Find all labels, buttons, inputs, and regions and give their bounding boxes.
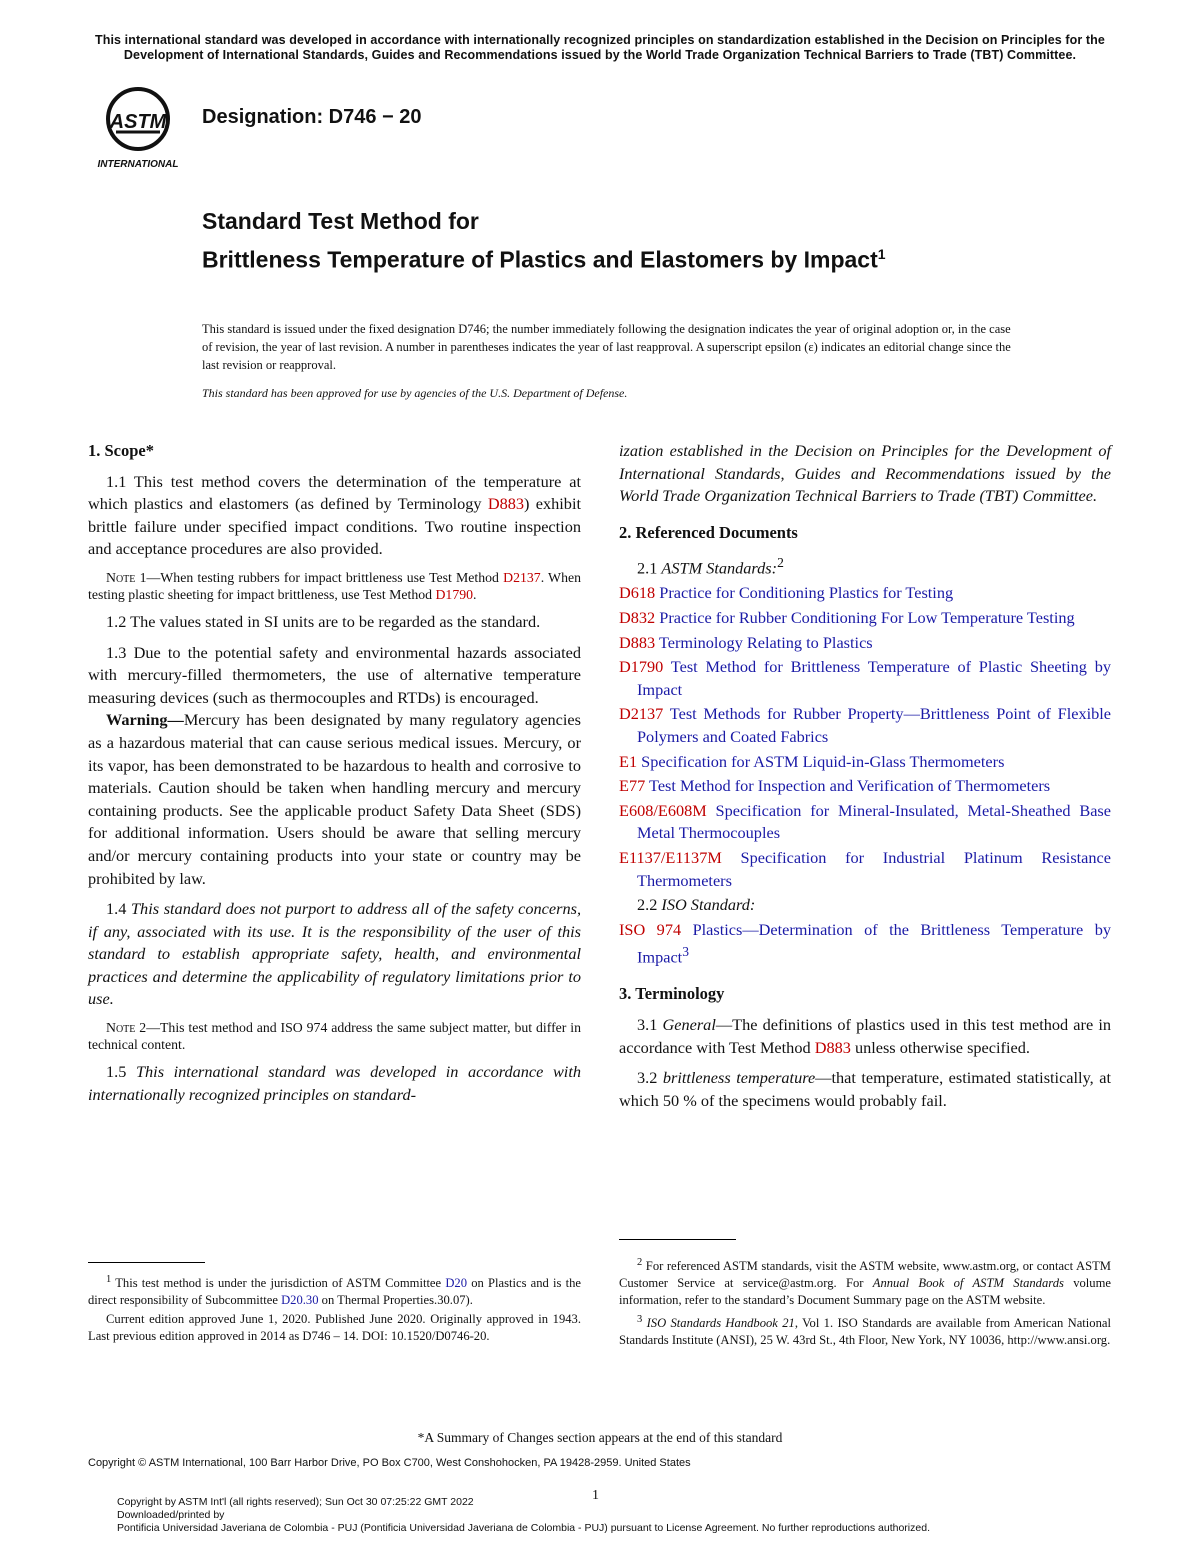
license-line-3: Pontificia Universidad Javeriana de Colombia - PUJ (Pontificia Universidad Javeriana de Colombia - PUJ) pursuant to License Agreement. No further reproductions authorized. <box>117 1522 930 1534</box>
document-title <box>202 205 1022 277</box>
footnotes-left <box>88 1271 581 1347</box>
reference-code[interactable]: E608/E608M <box>619 800 707 820</box>
section-1-2: 1.2 The values stated in SI units are to be regarded as the standard. <box>106 611 541 631</box>
astm-logo <box>92 86 188 172</box>
reference-title[interactable]: Specification for Industrial Platinum Resistance Thermometers <box>637 847 1111 890</box>
dod-approval-note: This standard has been approved for use by agencies of the U.S. Department of Defense. <box>202 386 628 400</box>
footnote-2: $^2$ For referenced ASTM standards, visit the ASTM website, www.astm.org, or contact ASTM Customer Service at service@astm.org. For Annual Book of ASTM Standards volume information, refer to the standard’s Document Summary page on the ASTM website. <box>619 1257 1111 1308</box>
section-1-4: 1.4 This standard does not purport to address all of the safety concerns, if any, associated with its use. It is the responsibility of the user of this standard to establish appropriate safety, health, and environmental practices and determine the applicability of regulatory limitations prior to use. <box>88 899 582 1009</box>
footnote-3: $^3$ ISO Standards Handbook 21, Vol 1. ISO Standards are available from American National Standards Institute (ANSI), 25 W. 43rd St., 4th Floor, New York, NY 10036, http://www.ansi.org. <box>619 1314 1111 1348</box>
ref-link-d1790[interactable]: D1790 <box>435 586 474 602</box>
footnote-edition: Current edition approved June 1, 2020. Published June 2020. Originally approved in 1943. Last previous edition approved in 2014 as D746 – 14. DOI: 10.1520/D0746-20. <box>88 1312 581 1344</box>
reference-code[interactable]: E77 <box>619 776 646 796</box>
reference-code[interactable]: E1 <box>619 751 638 771</box>
reference-code[interactable]: D883 <box>619 632 656 652</box>
reference-item[interactable] <box>619 751 1111 774</box>
left-column <box>88 440 581 1114</box>
referenced-documents-heading: 2. Referenced Documents <box>619 522 798 542</box>
section-1-5-continued: ization established in the Decision on Principles for the Development of International Standards, Guides and Recommendations issued by the World Trade Organization Technical Barriers to Trade (TBT) Committee. <box>619 441 1111 506</box>
iso-standard-label: 2.2 ISO Standard: <box>637 895 756 915</box>
ref-link-d883[interactable]: D883 <box>487 494 525 514</box>
astm-reference-list <box>619 582 1111 892</box>
reference-title[interactable]: Test Method for Brittleness Temperature of Plastic Sheeting by Impact <box>637 657 1111 699</box>
summary-of-changes-note: *A Summary of Changes section appears at the end of this standard <box>417 1430 783 1445</box>
reference-code[interactable]: D2137 <box>619 704 664 724</box>
section-1-5: 1.5 This international standard was developed in accordance with internationally recognized principles on standard- <box>88 1062 581 1104</box>
designation: Designation: D746 − 20 <box>202 106 422 128</box>
reference-title[interactable]: Test Methods for Rubber Property—Brittleness Point of Flexible Polymers and Coated Fabrics <box>637 704 1111 746</box>
footnotes-right <box>619 1254 1111 1351</box>
section-1-1: 1.1 This test method covers the determination of the temperature at which plastics and elastomers (as defined by Terminology D883) exhibit brittle failure under specified impact conditions. Two routine inspection and acceptance procedures are also provided. <box>88 471 581 559</box>
reference-code[interactable]: D832 <box>619 607 656 627</box>
footnote-1: $^1$ This test method is under the jurisdiction of ASTM Committee D20 on Plastics and is the direct responsibility of Subcommittee D20.30 on Thermal Properties.30.07). <box>88 1274 581 1308</box>
reference-item[interactable] <box>619 703 1111 748</box>
footnote-rule-left <box>88 1262 205 1263</box>
title-line-1: Standard Test Method for <box>202 208 479 234</box>
section-3-2: 3.2 brittleness temperature—that temperature, estimated statistically, at which 50 % of the specimens would probably fail. <box>619 1068 1111 1110</box>
license-line-1: Copyright by ASTM Int'l (all rights reserved); Sun Oct 30 07:25:22 GMT 2022 <box>117 1496 474 1508</box>
reference-title[interactable]: Terminology Relating to Plastics <box>658 632 873 652</box>
terminology-heading: 3. Terminology <box>619 984 725 1004</box>
license-block <box>117 1496 930 1535</box>
issued-note: This standard is issued under the fixed designation D746; the number immediately following the designation indicates the year of original adoption or, in the case of revision, the year of last revision. A number in parentheses indicates the year of last reapproval. A superscript epsilon (ε) indicates an editorial change since the last revision or reapproval. <box>202 322 1011 372</box>
subcommittee-link-d20-30[interactable]: D20.30 <box>281 1293 319 1308</box>
astm-standards-label: 2.1 ASTM Standards:$^2$ <box>637 555 784 578</box>
reference-item[interactable] <box>619 607 1111 630</box>
svg-text:INTERNATIONAL: INTERNATIONAL <box>97 159 179 170</box>
reference-item[interactable] <box>619 582 1111 605</box>
license-line-2: Downloaded/printed by <box>117 1509 225 1521</box>
reference-title[interactable]: Test Method for Inspection and Verification of Thermometers <box>649 776 1051 796</box>
reference-item[interactable] <box>619 847 1111 892</box>
reference-title[interactable]: Specification for ASTM Liquid-in-Glass Thermometers <box>641 751 1005 771</box>
note-1: Note 1—When testing rubbers for impact brittleness use Test Method D2137. When testing plastic sheeting for impact brittleness, use Test Method D1790. <box>88 569 582 602</box>
astm-logo-icon <box>92 86 188 172</box>
reference-title[interactable]: Practice for Rubber Conditioning For Low Temperature Testing <box>659 607 1075 627</box>
ref-link-d2137[interactable]: D2137 <box>503 569 541 585</box>
reference-code[interactable]: D618 <box>619 583 656 603</box>
page-number: 1 <box>592 1488 599 1503</box>
reference-code[interactable]: D1790 <box>619 657 664 677</box>
warning-paragraph: Warning—Mercury has been designated by many regulatory agencies as a hazardous material that can cause serious medical issues. Mercury, or its vapor, has been demonstrated to be hazardous to health and corrosive to materials. Caution should be taken when handling mercury and mercury containing products. See the applicable product Safety Data Sheet (SDS) for additional information. Users should be aware that selling mercury and/or mercury containing products into your state or country may be prohibited by law. <box>88 710 581 888</box>
svg-text:ASTM: ASTM <box>109 111 167 133</box>
reference-item[interactable] <box>619 775 1111 798</box>
reference-item[interactable] <box>619 656 1111 701</box>
scope-heading: 1. Scope* <box>88 441 154 460</box>
reference-title[interactable]: Practice for Conditioning Plastics for Testing <box>659 583 954 603</box>
title-line-2: Brittleness Temperature of Plastics and Elastomers by Impact$^1$ <box>202 246 886 273</box>
footnote-rule-right <box>619 1239 736 1240</box>
right-column <box>619 440 1111 1120</box>
note-2: Note 2—This test method and ISO 974 address the same subject matter, but differ in technical content. <box>88 1020 582 1053</box>
reference-code[interactable]: E1137/E1137M <box>619 847 722 867</box>
ref-link-d883-terminology[interactable]: D883 <box>814 1037 851 1057</box>
reference-item[interactable] <box>619 632 1111 655</box>
reference-title[interactable]: Specification for Mineral-Insulated, Metal-Sheathed Base Metal Thermocouples <box>637 800 1111 843</box>
section-1-3: 1.3 Due to the potential safety and environmental hazards associated with mercury-filled thermometers, the use of alternative temperature measuring devices (such as thermocouples and RTDs) is encouraged. <box>88 642 581 707</box>
committee-link-d20[interactable]: D20 <box>445 1276 468 1291</box>
copyright-line: Copyright © ASTM International, 100 Barr Harbor Drive, PO Box C700, West Conshohocken, PA 19428-2959. United States <box>88 1457 691 1469</box>
section-3-1: 3.1 General—The definitions of plastics used in this test method are in accordance with Test Method D883 unless otherwise specified. <box>619 1014 1111 1057</box>
top-notice: This international standard was developed in accordance with internationally recognized principles on standardization established in the Decision on Principles for the Development of International Standards, Guides and Recommendations issued by the World Trade Organization Technical Barriers to Trade (TBT) Committee. <box>95 33 1105 62</box>
reference-item[interactable] <box>619 800 1111 845</box>
reference-item-iso-974[interactable]: ISO 974 Plastics—Determination of the Brittleness Temperature by Impact$^3$ <box>619 919 1111 967</box>
